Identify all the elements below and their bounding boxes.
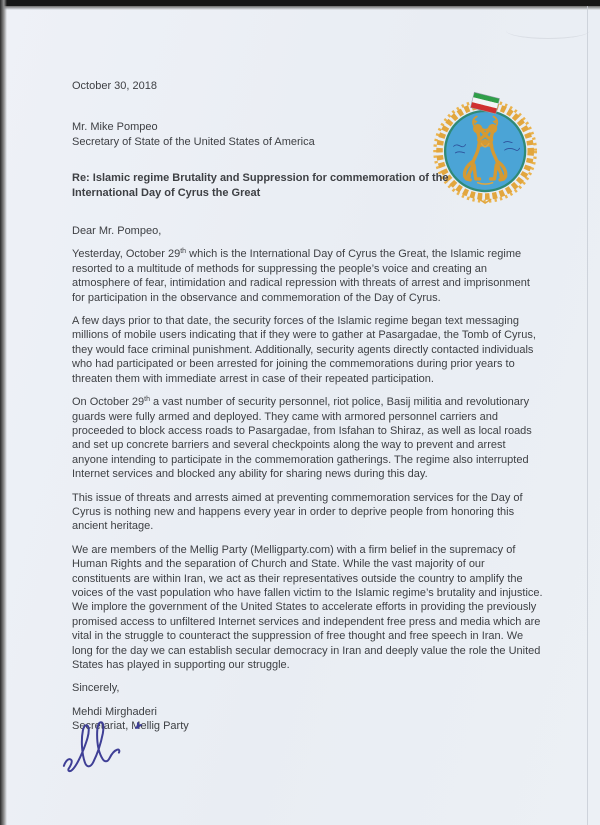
salutation: Dear Mr. Pompeo, xyxy=(72,225,162,238)
signer-name: Mehdi Mirghaderi xyxy=(72,705,157,718)
paragraph: This issue of threats and arrests aimed at preventing commemoration services for the Day of Cyrus is nothing new and happens every year in order to deprive people from honoring this ancient heritage. xyxy=(72,491,523,533)
signature-flick xyxy=(136,723,141,728)
scan-edge-left xyxy=(0,0,7,825)
paragraph: We are members of the Mellig Party (Melligparty.com) with a firm belief in the supremacy of Human Rights and the separation of Church and State. While the vast majority of our constituents are within Iran, we act as their representatives outside the country to amplify the voices of the vast population who have fallen victim to the Islamic regime’s brutality and injustice. We implore the government of the United States to accelerate efforts in providing the previously promised access to unfiltered Internet services and independent free press and media which are vital in the struggle to counteract the suppression of free thought and free speech in Iran. We long for the day we can establish secular democracy in Iran and deeply value the role the United States has played in supporting our struggle. xyxy=(72,543,543,671)
letter-date: October 30, 2018 xyxy=(72,80,158,92)
paragraph: A few days prior to that date, the security forces of the Islamic regime began text messaging millions of mobile users indicating that if they were to gather at Pasargadae, the Tomb of Cyrus, they would face criminal punishment. Additionally, security agents directly contacted individuals who had participated or been arrested for joining the commemorations during prior years to threaten them with immediate arrest in case of their repeated participation. xyxy=(72,315,536,385)
letter-body xyxy=(72,224,544,672)
closing: Sincerely, xyxy=(72,682,120,695)
recipient-title: Secretary of State of the United States of America xyxy=(72,135,315,148)
letter-content xyxy=(72,0,544,734)
signer-block xyxy=(72,705,544,734)
recipient-name: Mr. Mike Pompeo xyxy=(72,121,158,134)
signer-title: Secretariat, Mellig Party xyxy=(72,720,189,733)
paragraph: Yesterday, October 29th which is the International Day of Cyrus the Great, the Islamic regime resorted to a multitude of methods for suppressing the people’s voice and creating an atmosphere of fear, intimidation and radical repression with threats of arrest and imprisonment for participation in the observance and commemoration of the Day of Cyrus. xyxy=(72,248,530,304)
signature-ink xyxy=(56,707,161,783)
scan-artifact-right-line xyxy=(587,6,588,825)
recipient-block xyxy=(72,120,544,149)
paragraph: On October 29th a vast number of security personnel, riot police, Basij militia and revolutionary guards were fully armed and deployed. They came with armored personnel carriers and proceeded to block access roads to Pasargadae, from Isfahan to Shiraz, as well as local roads and set up concrete barriers and several checkpoints along the way to prevent and arrest anyone intending to participate in the commemoration gatherings. The regime also interrupted Internet services and blocked any ability for sharing news during this day. xyxy=(72,396,532,481)
subject-line: Re: Islamic regime Brutality and Suppression for commemoration of the International Day of Cyrus the Great xyxy=(72,172,449,199)
